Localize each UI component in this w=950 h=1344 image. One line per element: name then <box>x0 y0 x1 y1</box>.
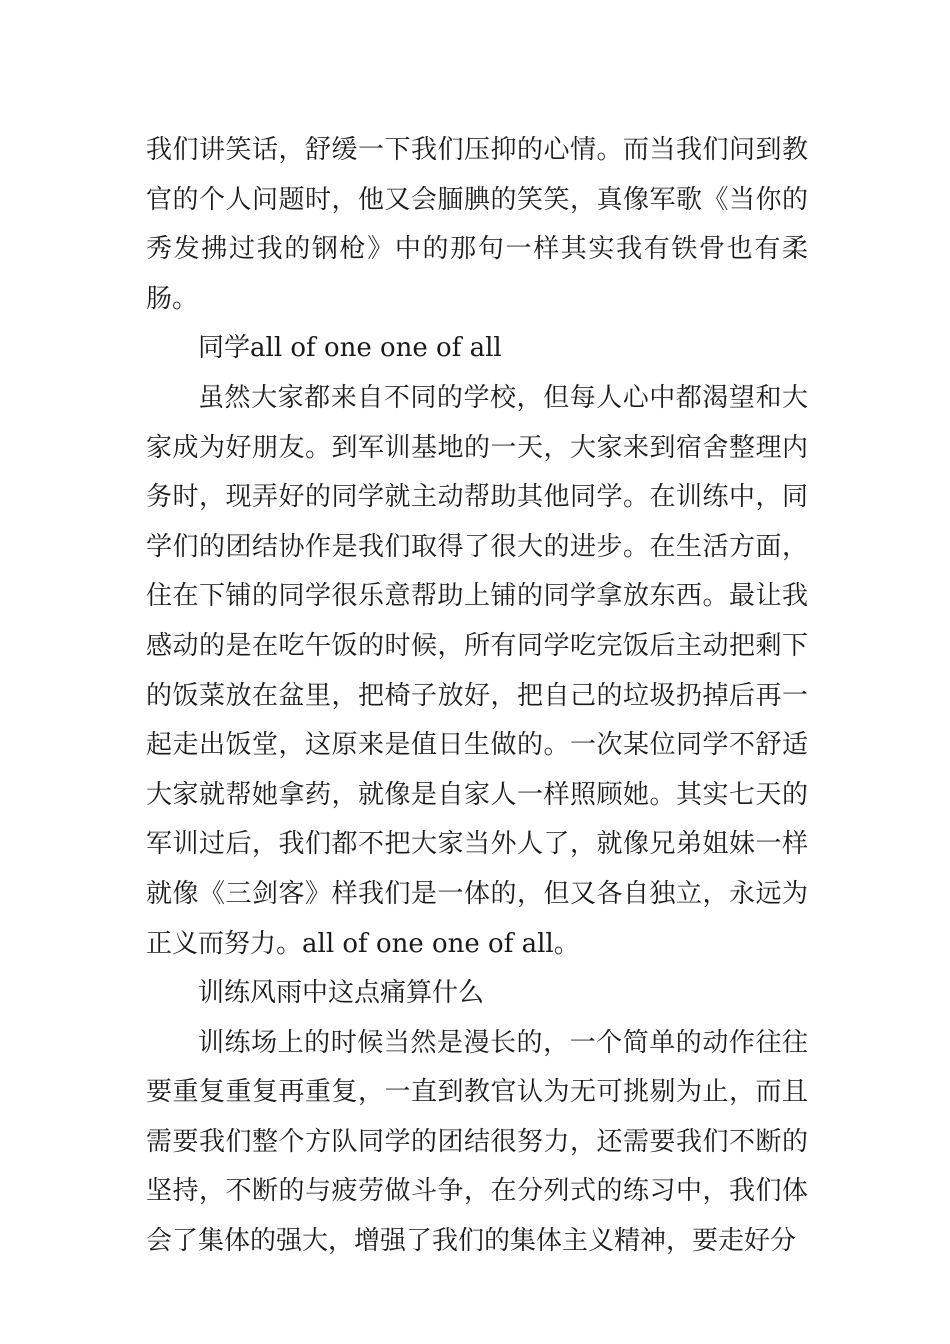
document-body <box>146 126 808 1267</box>
paragraph-2: 虽然大家都来自不同的学校，但每人心中都渴望和大家成为好朋友。到军训基地的一天，大家来到宿舍整理内务时，现弄好的同学就主动帮助其他同学。在训练中，同学们的团结协作是我们取得了很大的进步。在生活方面，住在下铺的同学很乐意帮助上铺的同学拿放东西。最让我感动的是在吃午饭的时候，所有同学吃完饭后主动把剩下的饭菜放在盆里，把椅子放好，把自己的垃圾扔掉后再一起走出饭堂，这原来是值日生做的。一次某位同学不舒适大家就帮她拿药，就像是自家人一样照顾她。其实七天的军训过后，我们都不把大家当外人了，就像兄弟姐妹一样就像《三剑客》样我们是一体的，但又各自独立，永远为正义而努力。all of one one of all。 <box>146 382 808 959</box>
section-heading-training: 训练风雨中这点痛算什么 <box>198 978 485 1009</box>
paragraph-1: 我们讲笑话，舒缓一下我们压抑的心情。而当我们问到教官的个人问题时，他又会腼腆的笑笑，真像军歌《当你的秀发拂过我的钢枪》中的那句一样其实我有铁骨也有柔肠。 <box>146 135 808 314</box>
section-heading-classmates: 同学all of one one of all <box>198 333 502 364</box>
paragraph-3: 训练场上的时候当然是漫长的，一个简单的动作往往要重复重复再重复，一直到教官认为无可挑剔为止，而且需要我们整个方队同学的团结很努力，还需要我们不断的坚持，不断的与疲劳做斗争，在分列式的练习中，我们体会了集体的强大，增强了我们的集体主义精神，要走好分 <box>146 1027 808 1257</box>
